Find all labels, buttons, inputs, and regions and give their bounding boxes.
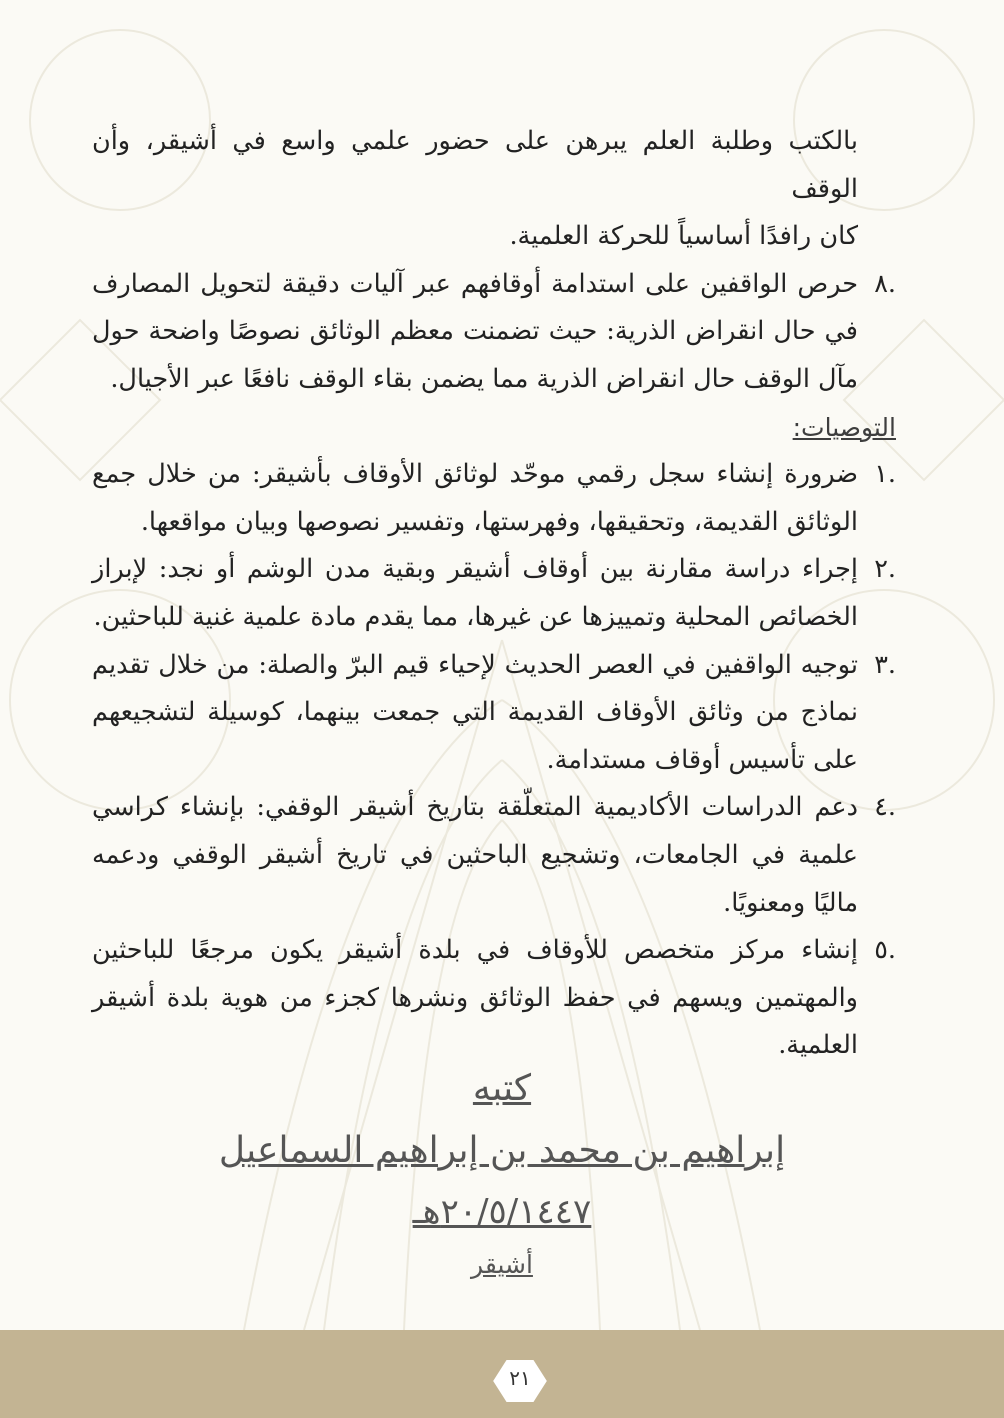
recommendation-item-2	[92, 546, 896, 641]
recommendation-number: .٣	[874, 649, 896, 680]
recommendation-number: .١	[874, 459, 896, 490]
recommendation-item-1	[92, 451, 896, 546]
recommendation-text: إجراء دراسة مقارنة بين أوقاف أشيقر وبقية مدن الوشم أو نجد: لإبراز الخصائص المحلية وتمييزها عن غيرها، مما يقدم مادة علمية غنية للباحثين.	[92, 554, 858, 632]
page-number: ٢١	[509, 1366, 531, 1390]
intro-line-2: كان رافدًا أساسياً للحركة العلمية.	[509, 221, 858, 252]
finding-text: حرص الواقفين على استدامة أوقافهم عبر آليات دقيقة لتحويل المصارف في حال انقراض الذرية: حيث تضمنت معظم الوثائق نصوصًا واضحة حول مآل الوقف حال انقراض الذرية مما يضمن بقاء الوقف نافعًا عبر الأجيال.	[92, 268, 858, 394]
finding-number: .٨	[874, 268, 896, 299]
recommendation-number: .٥	[874, 935, 896, 966]
signature-place: أشيقر	[471, 1250, 533, 1279]
signature-date: ٢٠/٥/١٤٤٧هـ	[412, 1192, 592, 1232]
recommendation-number: .٤	[874, 792, 896, 823]
page-content	[92, 118, 896, 1070]
signature-written-by: كتبه	[472, 1068, 532, 1109]
intro-line-1: بالكتب وطلبة العلم يبرهن على حضور علمي واسع في أشيقر، وأن الوقف	[92, 126, 858, 204]
recommendation-number: .٢	[874, 554, 896, 585]
recommendation-item-4	[92, 784, 896, 927]
finding-item-8	[92, 261, 896, 404]
recommendations-heading: التوصيات:	[792, 412, 896, 442]
recommendation-item-3	[92, 642, 896, 785]
signature-author: إبراهيم بن محمد بن إبراهيم السماعيل	[218, 1130, 786, 1171]
recommendation-item-5	[92, 927, 896, 1070]
recommendation-text: دعم الدراسات الأكاديمية المتعلّقة بتاريخ أشيقر الوقفي: بإنشاء كراسي علمية في الجامعات، وتشجيع الباحثين في تاريخ أشيقر الوقفي ودعمه ماليًا ومعنويًا.	[92, 792, 858, 918]
recommendation-text: توجيه الواقفين في العصر الحديث لإحياء قيم البرّ والصلة: من خلال تقديم نماذج من وثائق الأوقاف القديمة التي جمعت بينهما، كوسيلة لتشجيعهم على تأسيس أوقاف مستدامة.	[92, 649, 858, 775]
recommendation-text: إنشاء مركز متخصص للأوقاف في بلدة أشيقر يكون مرجعًا للباحثين والمهتمين ويسهم في حفظ الوثائق ونشرها كجزء من هوية بلدة أشيقر العلمية.	[92, 935, 858, 1061]
recommendation-text: ضرورة إنشاء سجل رقمي موحّد لوثائق الأوقاف بأشيقر: من خلال جمع الوثائق القديمة، وتحقيقها، وفهرستها، وتفسير نصوصها وبيان مواقعها.	[92, 459, 858, 537]
